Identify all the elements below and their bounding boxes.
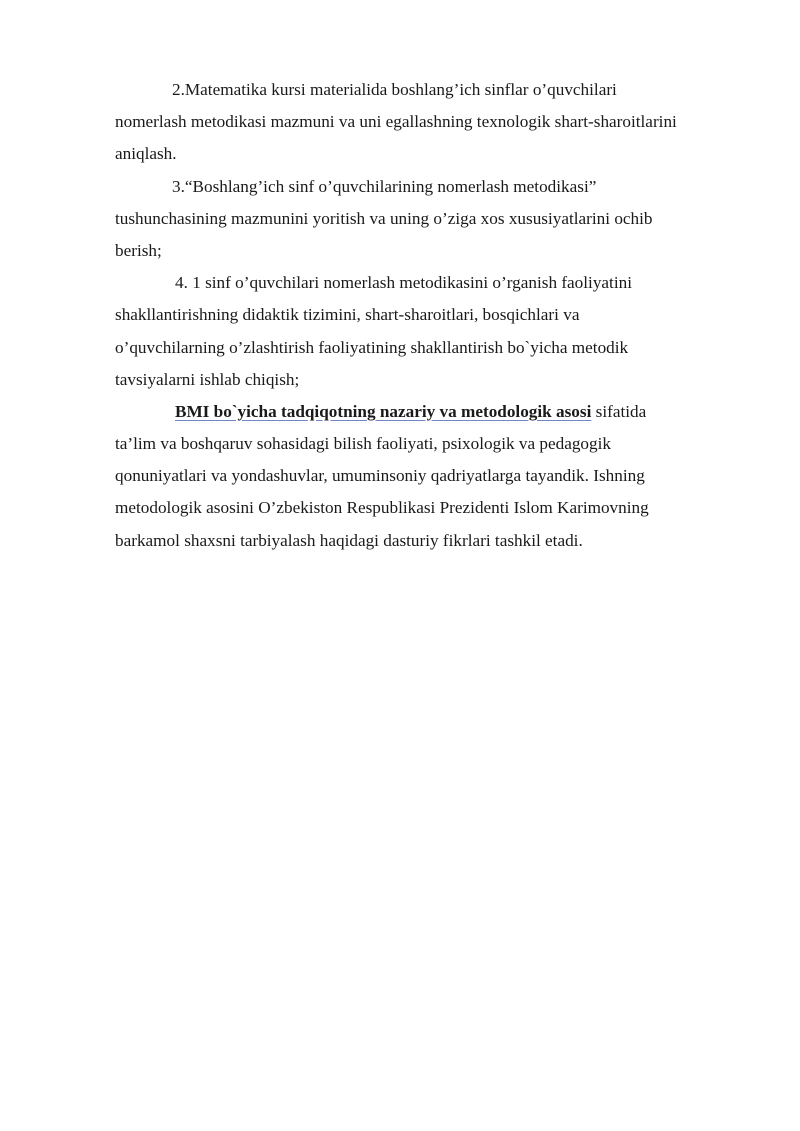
paragraph-line: 3.“Boshlang’ich sinf o’quvchilarining nomerlash metodikasi” [172,176,597,196]
paragraph-line: 2.Matematika kursi materialida boshlang’ich sinflar o’quvchilari [172,80,617,99]
paragraph-line: barkamol shaxsni tarbiyalash haqidagi dasturiy fikrlari tashkil etadi. [115,530,583,550]
paragraph-line: o’quvchilarning o’zlashtirish faoliyatining shakllantirish bo`yicha metodik [115,337,629,357]
paragraph-line: berish; [115,240,162,260]
paragraph-4 [115,267,730,396]
lead-continuation: sifatida [591,401,647,421]
bold-underlined-heading: BMI bo`yicha tadqiqotning nazariy va metodologik asosi [175,401,592,421]
document-body [115,74,730,557]
paragraph-methodology [115,396,730,557]
paragraph-2 [115,74,730,171]
paragraph-line: ta’lim va boshqaruv sohasidagi bilish faoliyati, psixologik va pedagogik [115,434,611,454]
paragraph-line: nomerlash metodikasi mazmuni va uni egallashning texnologik shart-sharoitlarini [115,112,677,132]
paragraph-line: aniqlash. [115,144,177,164]
paragraph-line: tushunchasining mazmunini yoritish va uning o’ziga xos xususiyatlarini ochib [115,208,653,228]
paragraph-line: shakllantirishning didaktik tizimini, shart-sharoitlari, bosqichlari va [115,305,580,325]
paragraph-line: metodologik asosini O’zbekiston Respublikasi Prezidenti Islom Karimovning [115,498,649,518]
paragraph-line-lead [115,396,730,428]
paragraph-line: qonuniyatlari va yondashuvlar, umuminsoniy qadriyatlarga tayandik. Ishning [115,466,645,486]
paragraph-3 [115,171,730,268]
paragraph-line: tavsiyalarni ishlab chiqish; [115,369,300,389]
paragraph-line: 4. 1 sinf o’quvchilari nomerlash metodikasini o’rganish faoliyatini [175,273,632,293]
